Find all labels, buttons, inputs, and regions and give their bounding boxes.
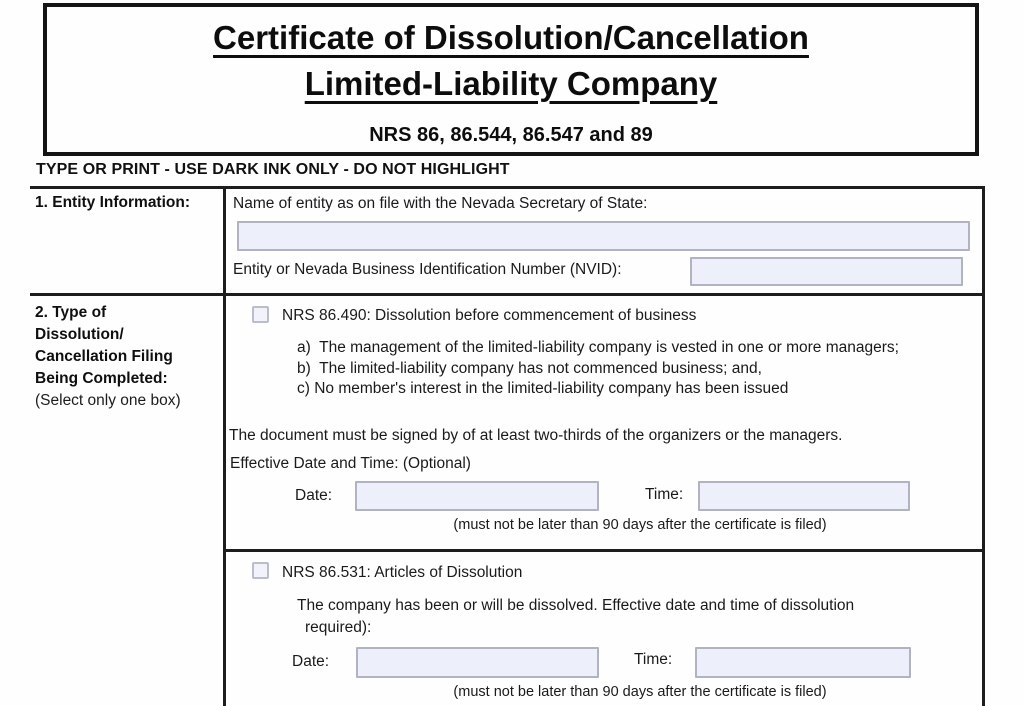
filing-type-label-line4: Being Completed: [35, 370, 168, 387]
nvid-input[interactable] [690, 257, 963, 286]
time-input-1[interactable] [698, 481, 910, 511]
form-title-line1: Certificate of Dissolution/Cancellation [213, 19, 809, 56]
form-title-line2: Limited-Liability Company [304, 65, 718, 102]
entity-information-row-label: 1. Entity Information: [35, 194, 190, 211]
nrs-86-490-conditions [297, 338, 937, 400]
condition-a: a) The management of the limited-liability company is vested in one or more managers; [297, 339, 899, 356]
signing-requirement-note: The document must be signed by of at least two-thirds of the organizers or the managers. [229, 427, 843, 444]
date-label-1: Date: [295, 487, 333, 504]
filing-type-label-line2: Dissolution/ [35, 326, 124, 343]
table-border-row-divider [30, 293, 985, 296]
option-divider-line [225, 549, 985, 552]
time-label-2: Time: [634, 651, 673, 668]
condition-c: c) No member's interest in the limited-liability company has been issued [297, 380, 789, 397]
effective-date-time-label: Effective Date and Time: (Optional) [230, 455, 471, 472]
table-column-divider [223, 186, 226, 706]
condition-b: b) The limited-liability company has not commenced business; and, [297, 359, 762, 377]
time-input-2[interactable] [695, 647, 911, 678]
entity-name-label: Name of entity as on file with the Nevada Secretary of State: [233, 195, 648, 212]
filing-deadline-note-1: (must not be later than 90 days after the certificate is filed) [453, 517, 827, 533]
dissolution-description-line2: required): [305, 619, 372, 636]
table-border-top [30, 186, 985, 189]
nrs-86-531-checkbox[interactable] [252, 562, 269, 579]
filing-type-label-line3: Cancellation Filing [35, 348, 173, 365]
filing-type-row-label [35, 302, 181, 412]
date-input-1[interactable] [355, 481, 599, 511]
filing-type-select-hint: (Select only one box) [35, 392, 181, 409]
filing-deadline-note-2: (must not be later than 90 days after the certificate is filed) [453, 684, 827, 700]
print-instructions: TYPE OR PRINT - USE DARK INK ONLY - DO NOT HIGHLIGHT [36, 161, 510, 178]
date-label-2: Date: [292, 653, 330, 670]
time-label-1: Time: [645, 486, 684, 503]
dissolution-description-line1: The company has been or will be dissolved. Effective date and time of dissolution [297, 597, 855, 614]
nrs-86-531-description [297, 595, 952, 639]
nrs-86-490-heading: NRS 86.490: Dissolution before commencement of business [282, 307, 697, 324]
form-title-box [43, 3, 979, 156]
form-statutes: NRS 86, 86.544, 86.547 and 89 [369, 124, 653, 146]
date-input-2[interactable] [356, 647, 599, 678]
nvid-label: Entity or Nevada Business Identification Number (NVID): [233, 261, 622, 278]
table-border-right [982, 186, 985, 706]
entity-name-input[interactable] [237, 221, 970, 251]
nrs-86-490-checkbox[interactable] [252, 306, 269, 323]
filing-type-label-line1: 2. Type of [35, 304, 107, 321]
nrs-86-531-heading: NRS 86.531: Articles of Dissolution [282, 564, 523, 581]
